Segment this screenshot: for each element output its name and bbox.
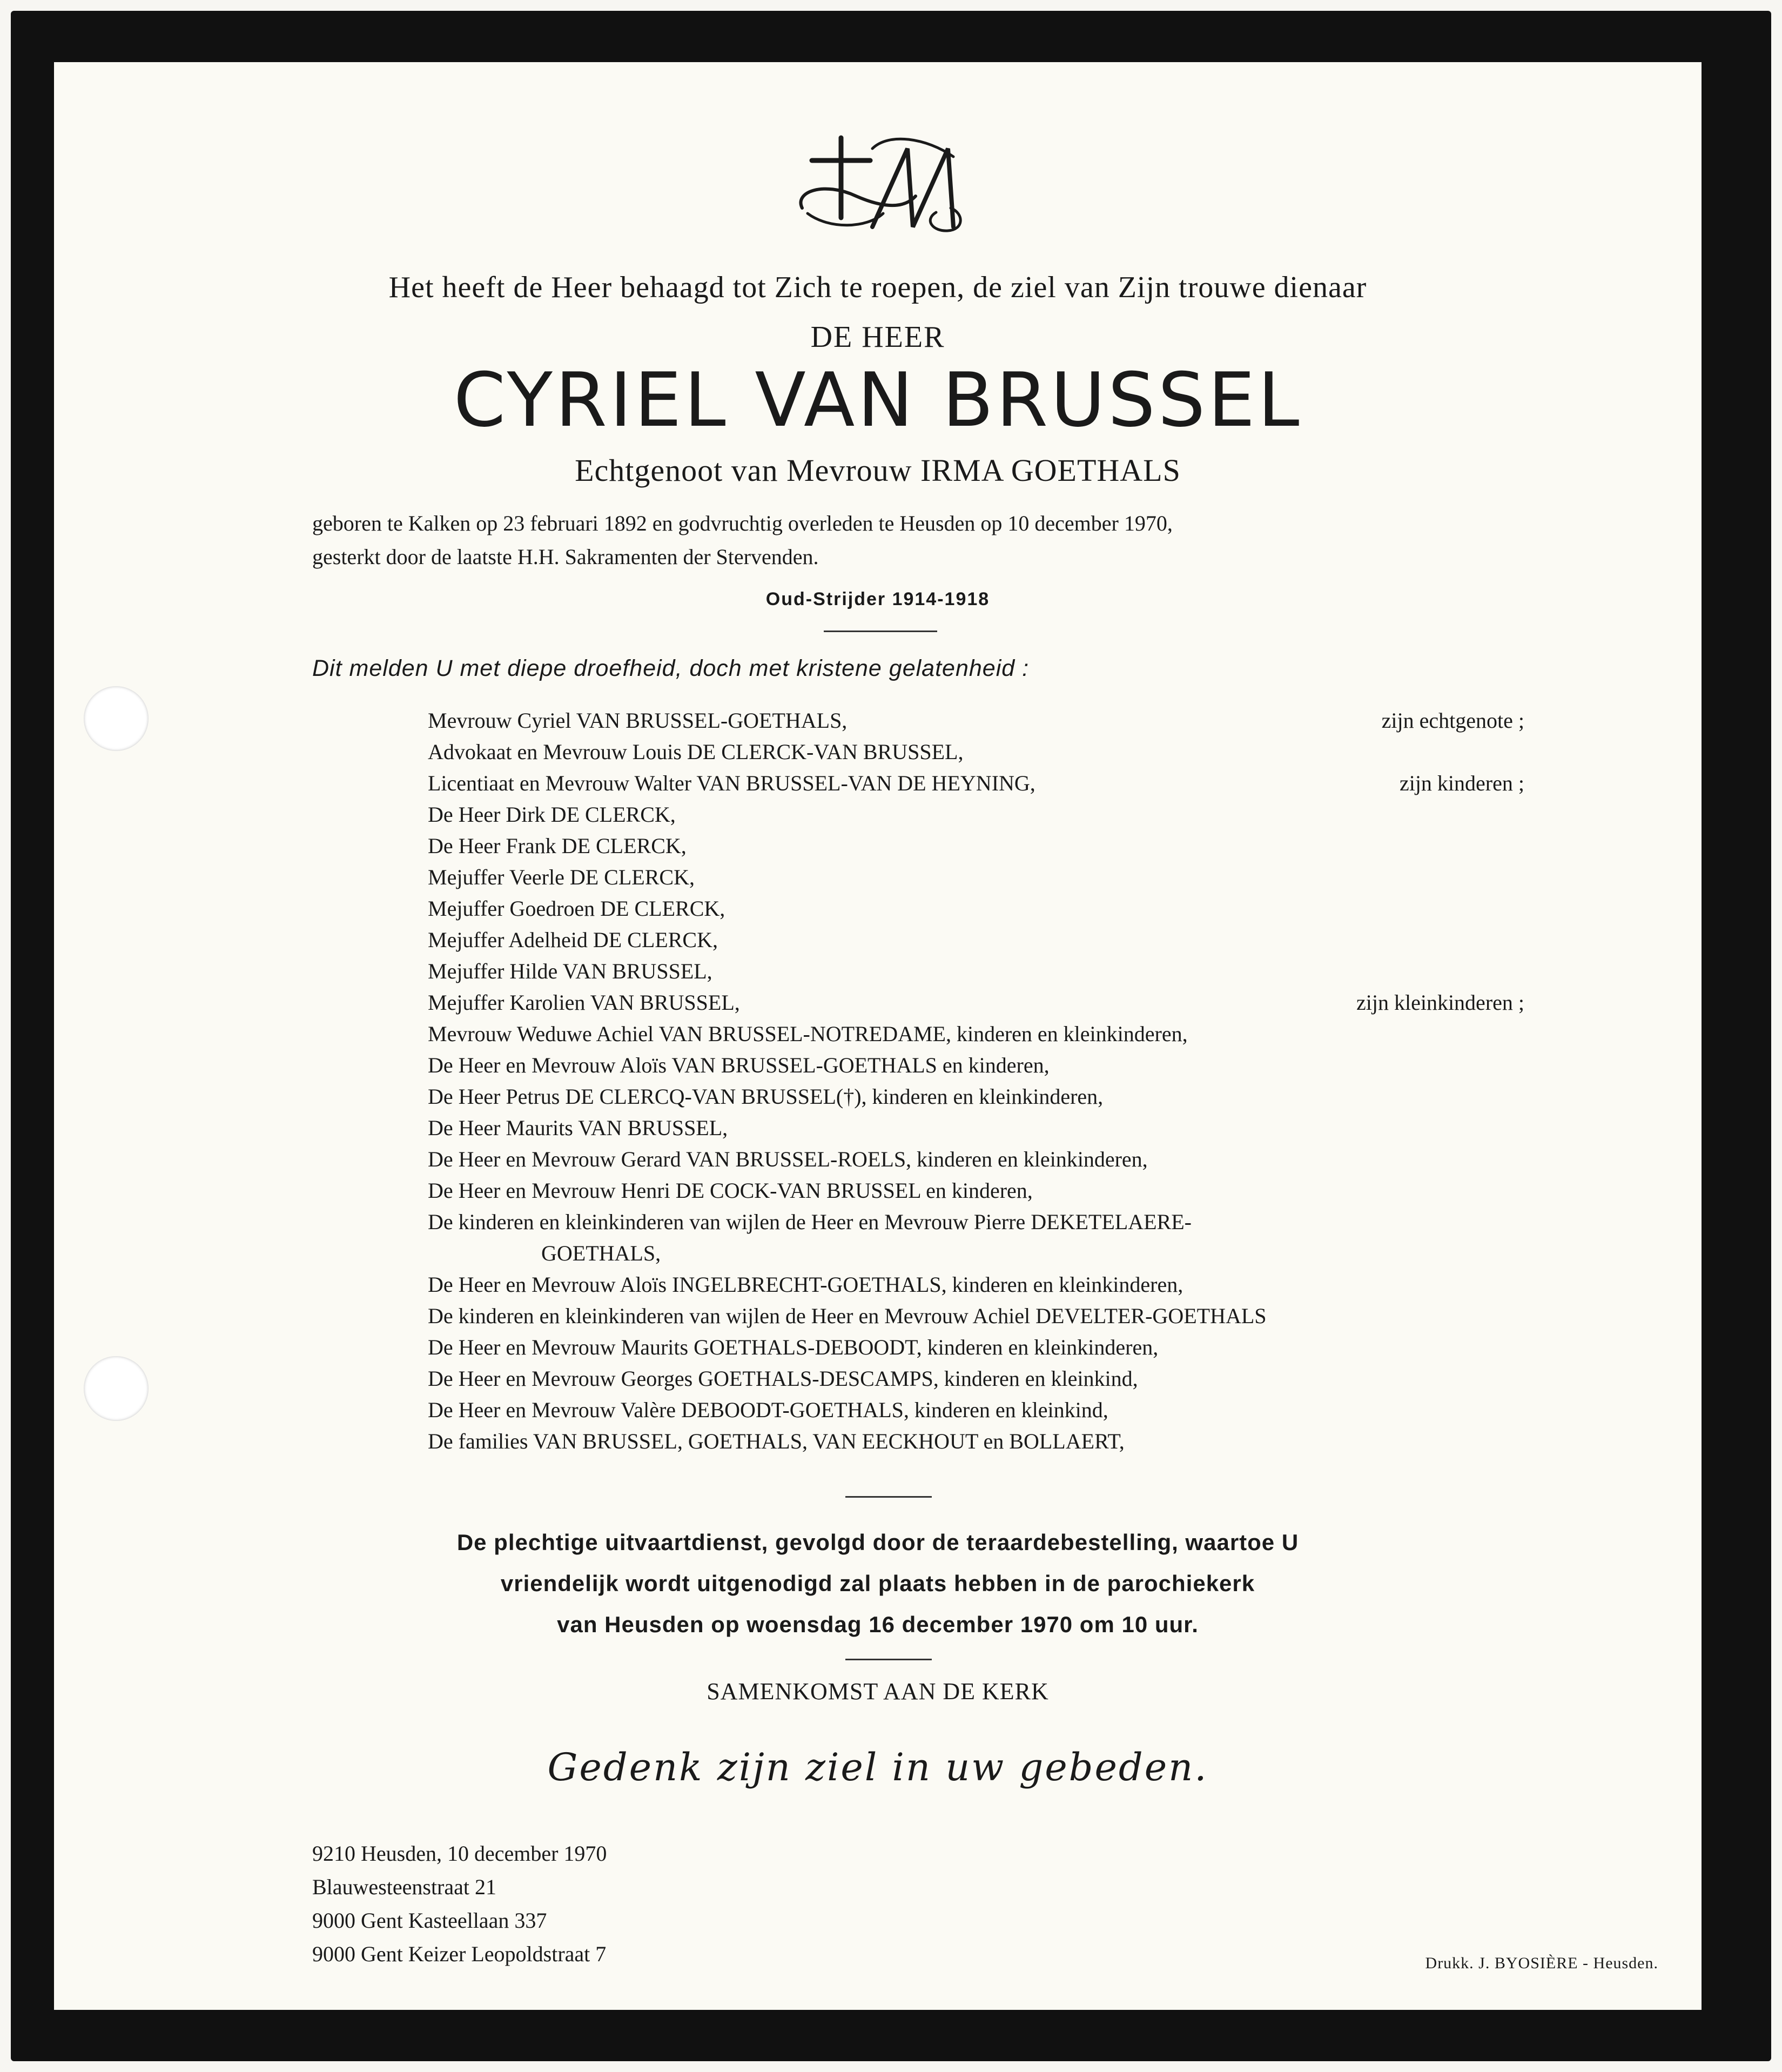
service-line-3: van Heusden op woensdag 16 december 1970 om 10 uur. [557, 1612, 1199, 1637]
family-row [428, 1300, 1524, 1332]
family-row [428, 705, 1524, 736]
family-member: Licentiaat en Mevrouw Walter VAN BRUSSEL-VAN DE HEYNING, [428, 771, 1035, 795]
family-member: Mevrouw Weduwe Achiel VAN BRUSSEL-NOTREDAME, kinderen en kleinkinderen, [428, 1022, 1188, 1046]
veteran-line: Oud-Strijder 1914-1918 [765, 589, 990, 609]
prayer-line: Gedenk zijn ziel in uw gebeden. [547, 1745, 1208, 1789]
family-list [428, 705, 1524, 1457]
divider [845, 1659, 932, 1660]
divider [824, 631, 937, 632]
family-member: De Heer Maurits VAN BRUSSEL, [428, 1116, 728, 1140]
family-member: Advokaat en Mevrouw Louis DE CLERCK-VAN BRUSSEL, [428, 740, 964, 764]
deceased-name: CYRIEL VAN BRUSSEL [453, 357, 1302, 444]
family-member: De Heer en Mevrouw Aloïs VAN BRUSSEL-GOETHALS en kinderen, [428, 1053, 1050, 1077]
family-member: De Heer en Mevrouw Maurits GOETHALS-DEBOODT, kinderen en kleinkinderen, [428, 1335, 1159, 1359]
family-member: De Heer en Mevrouw Gerard VAN BRUSSEL-ROELS, kinderen en kleinkinderen, [428, 1147, 1148, 1171]
family-row [428, 862, 1524, 893]
family-row [428, 1081, 1524, 1112]
family-row [428, 924, 1524, 956]
family-row [428, 768, 1524, 799]
divider [845, 1496, 932, 1498]
family-row [428, 1018, 1524, 1050]
service-line-1: De plechtige uitvaartdienst, gevolgd door de teraardebestelling, waartoe U [456, 1530, 1299, 1555]
family-member: De Heer en Mevrouw Georges GOETHALS-DESCAMPS, kinderen en kleinkind, [428, 1366, 1138, 1391]
address-line: 9000 Gent Keizer Leopoldstraat 7 [312, 1942, 607, 1966]
family-member: Mejuffer Veerle DE CLERCK, [428, 865, 695, 889]
family-member: Mevrouw Cyriel VAN BRUSSEL-GOETHALS, [428, 708, 848, 733]
address-line: 9000 Gent Kasteellaan 337 [312, 1908, 547, 1933]
family-row [428, 1394, 1524, 1426]
address-line: 9210 Heusden, 10 december 1970 [312, 1841, 607, 1866]
title-de-heer: DE HEER [810, 320, 945, 354]
family-row [428, 1269, 1524, 1300]
family-member: De Heer Frank DE CLERCK, [428, 834, 687, 858]
family-row [428, 1144, 1524, 1175]
family-member: De families VAN BRUSSEL, GOETHALS, VAN EECKHOUT en BOLLAERT, [428, 1429, 1125, 1453]
family-row [428, 736, 1524, 768]
family-row [428, 956, 1524, 987]
family-row [428, 830, 1524, 862]
cross-monogram-icon [791, 127, 970, 249]
family-member: De kinderen en kleinkinderen van wijlen de Heer en Mevrouw Achiel DEVELTER-GOETHALS [428, 1304, 1267, 1328]
family-row [428, 1050, 1524, 1081]
family-member: Mejuffer Karolien VAN BRUSSEL, [428, 990, 740, 1015]
family-row [428, 799, 1524, 830]
family-member: Mejuffer Goedroen DE CLERCK, [428, 896, 725, 921]
family-row [428, 1206, 1524, 1238]
family-member: De Heer Petrus DE CLERCQ-VAN BRUSSEL(†), kinderen en kleinkinderen, [428, 1084, 1104, 1109]
family-member: Mejuffer Hilde VAN BRUSSEL, [428, 959, 712, 983]
relation-label: zijn kleinkinderen ; [1356, 990, 1524, 1015]
address-line: Blauwesteenstraat 21 [312, 1875, 496, 1899]
relation-label: zijn echtgenote ; [1381, 708, 1524, 733]
punch-hole-top [84, 686, 149, 751]
family-member: De kinderen en kleinkinderen van wijlen de Heer en Mevrouw Pierre DEKETELAERE- [428, 1210, 1192, 1234]
family-member: Mejuffer Adelheid DE CLERCK, [428, 928, 718, 952]
family-row [428, 1112, 1524, 1144]
announcement-line: Dit melden U met diepe droefheid, doch met kristene gelatenheid : [312, 655, 1030, 681]
gathering-line: SAMENKOMST AAN DE KERK [707, 1678, 1049, 1705]
family-row [428, 1332, 1524, 1363]
intro-text: Het heeft de Heer behaagd tot Zich te roepen, de ziel van Zijn trouwe dienaar [388, 271, 1367, 304]
sacraments-line: gesterkt door de laatste H.H. Sakramenten der Stervenden. [312, 545, 819, 569]
spouse-line: Echtgenoot van Mevrouw IRMA GOETHALS [575, 453, 1181, 488]
printer-credit: Drukk. J. BYOSIÈRE - Heusden. [1425, 1954, 1658, 1972]
family-row [428, 893, 1524, 924]
family-member: GOETHALS, [541, 1241, 661, 1265]
family-row [428, 1426, 1524, 1457]
family-row [428, 1175, 1524, 1206]
family-row [428, 987, 1524, 1018]
memorial-card [54, 62, 1702, 2010]
family-member: De Heer Dirk DE CLERCK, [428, 802, 676, 827]
family-member: De Heer en Mevrouw Valère DEBOODT-GOETHALS, kinderen en kleinkind, [428, 1398, 1108, 1422]
service-line-2: vriendelijk wordt uitgenodigd zal plaats hebben in de parochiekerk [500, 1571, 1255, 1596]
family-row [428, 1363, 1524, 1394]
punch-hole-bottom [84, 1356, 149, 1421]
family-row [428, 1238, 1524, 1269]
birth-death-line: geboren te Kalken op 23 februari 1892 en godvruchtig overleden te Heusden op 10 december 1970, [312, 511, 1173, 535]
family-member: De Heer en Mevrouw Henri DE COCK-VAN BRUSSEL en kinderen, [428, 1178, 1033, 1203]
relation-label: zijn kinderen ; [1399, 771, 1524, 795]
family-member: De Heer en Mevrouw Aloïs INGELBRECHT-GOETHALS, kinderen en kleinkinderen, [428, 1272, 1183, 1297]
